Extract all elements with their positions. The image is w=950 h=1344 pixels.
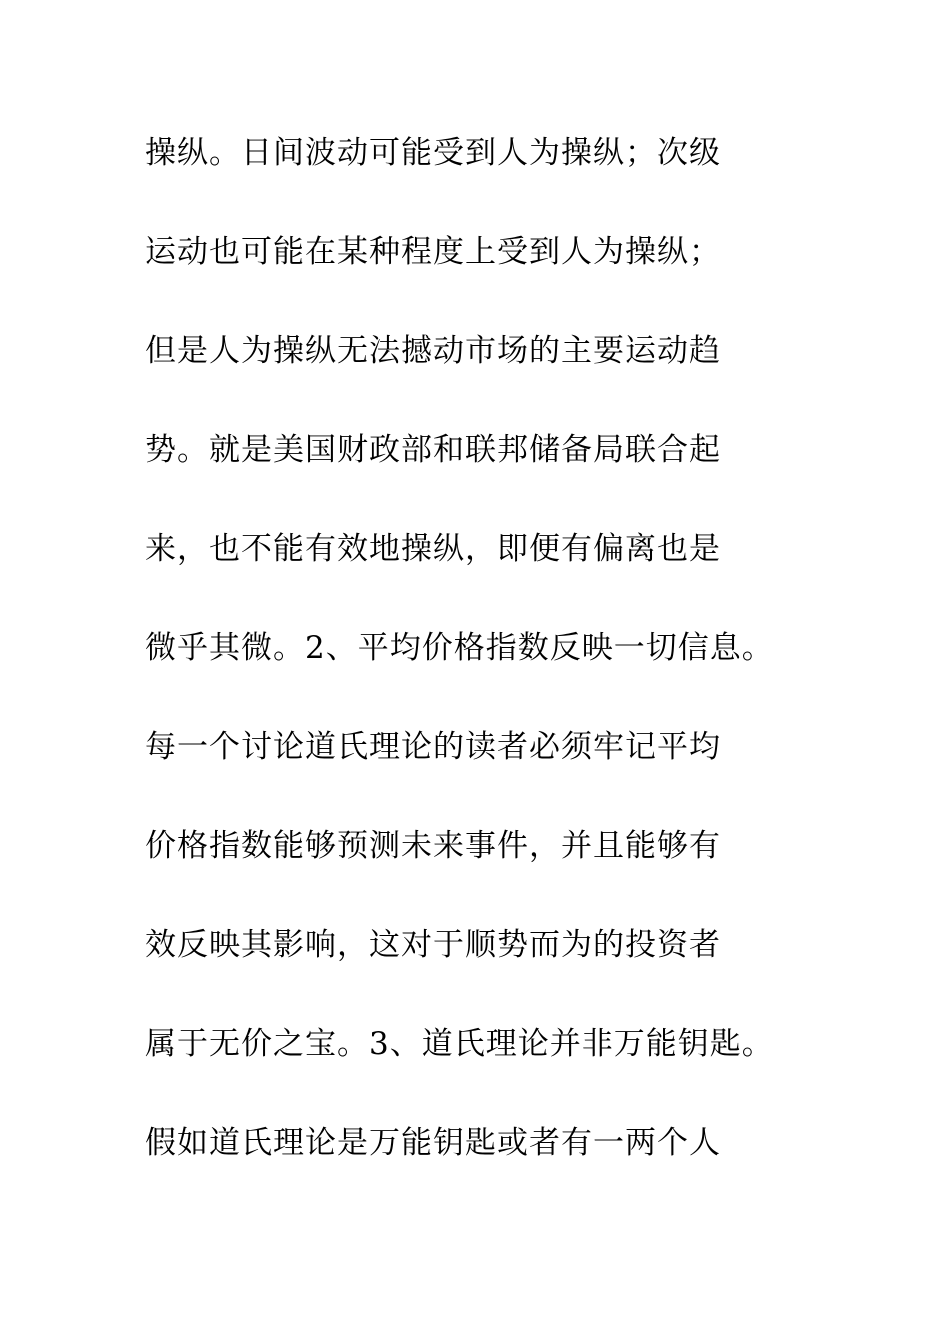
- text-line: 假如道氏理论是万能钥匙或者有一两个人: [145, 1125, 721, 1161]
- text-line: 操纵。日间波动可能受到人为操纵；次级: [145, 135, 721, 171]
- text-line: 价格指数能够预测未来事件，并且能够有: [145, 828, 721, 864]
- text-line: 属于无价之宝。3、道氏理论并非万能钥匙。: [145, 1026, 774, 1062]
- text-line: 效反映其影响，这对于顺势而为的投资者: [145, 927, 721, 963]
- text-line: 势。就是美国财政部和联邦储备局联合起: [145, 432, 721, 468]
- text-line: 运动也可能在某种程度上受到人为操纵；: [145, 234, 721, 270]
- text-line: 来，也不能有效地操纵，即便有偏离也是: [145, 531, 721, 567]
- text-line: 每一个讨论道氏理论的读者必须牢记平均: [145, 729, 721, 765]
- text-line: 微乎其微。2、平均价格指数反映一切信息。: [145, 630, 774, 666]
- text-line: 但是人为操纵无法撼动市场的主要运动趋: [145, 333, 721, 369]
- body-text: [145, 126, 845, 1215]
